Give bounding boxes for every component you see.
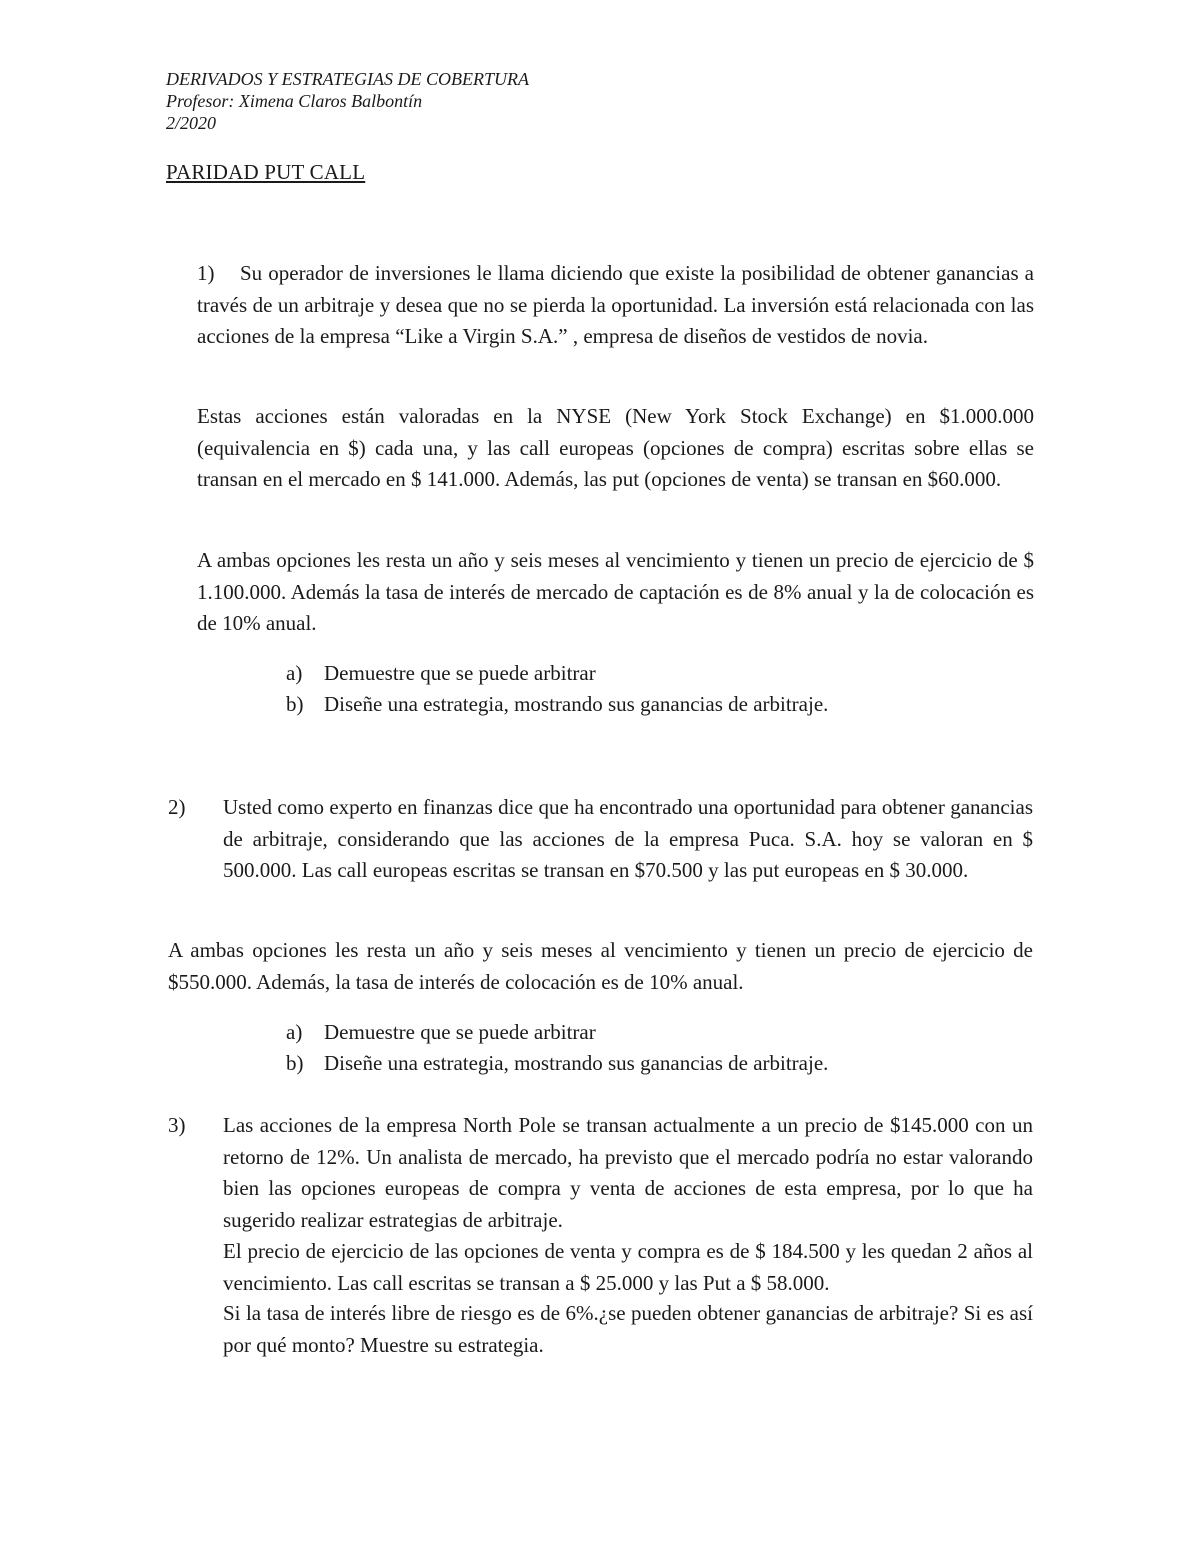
- item-text: Diseñe una estrategia, mostrando sus ganancias de arbitraje.: [324, 1051, 829, 1075]
- course-name: DERIVADOS Y ESTRATEGIAS DE COBERTURA: [166, 69, 529, 89]
- question-2-paragraph-2: A ambas opciones les resta un año y seis meses al vencimiento y tienen un precio de ejercicio de $550.000. Además, la tasa de interés de colocación es de 10% anual.: [168, 938, 1033, 994]
- question-3-paragraph-1: Las acciones de la empresa North Pole se transan actualmente a un precio de $145.000 con un retorno de 12%. Un analista de mercado, ha previsto que el mercado podría no estar valorando bien las opciones europeas de compra y venta de acciones de esta empresa, por lo que ha sugerido realizar estrategias de arbitraje.: [223, 1113, 1033, 1232]
- question-1-number: 1): [197, 261, 215, 285]
- question-3-number: 3): [168, 1113, 186, 1137]
- item-text: Diseñe una estrategia, mostrando sus ganancias de arbitraje.: [324, 692, 829, 716]
- question-3-paragraph-2: El precio de ejercicio de las opciones de venta y compra es de $ 184.500 y les quedan 2 años al vencimiento. Las call escritas se transan a $ 25.000 y las Put a $ 58.000.: [223, 1239, 1033, 1295]
- question-2-paragraph-1: Usted como experto en finanzas dice que ha encontrado una oportunidad para obtener ganancias de arbitraje, considerando que las acciones de la empresa Puca. S.A. hoy se valoran en $ 500.000. Las call europeas escritas se transan en $70.500 y las put europeas en $ 30.000.: [223, 795, 1033, 882]
- question-1-item-b: [286, 689, 828, 720]
- document-header: [166, 68, 529, 134]
- item-text: Demuestre que se puede arbitrar: [324, 1020, 596, 1044]
- professor-name: Profesor: Ximena Claros Balbontín: [166, 91, 423, 111]
- question-2-number: 2): [168, 795, 186, 819]
- question-1-item-a: [286, 658, 596, 689]
- item-letter: a): [286, 661, 303, 685]
- question-1-paragraph-1: Su operador de inversiones le llama diciendo que existe la posibilidad de obtener ganancias a través de un arbitraje y desea que no se pierda la oportunidad. La inversión está relacionada con las acciones de la empresa “Like a Virgin S.A.” , empresa de diseños de vestidos de novia.: [197, 261, 1034, 348]
- question-2-item-a: [286, 1017, 596, 1048]
- question-3-paragraph-3: Si la tasa de interés libre de riesgo es de 6%.¿se pueden obtener ganancias de arbitraje? Si es así por qué monto? Muestre su estrategia.: [223, 1301, 1033, 1357]
- term: 2/2020: [166, 113, 217, 133]
- question-1-paragraph-2: Estas acciones están valoradas en la NYSE (New York Stock Exchange) en $1.000.000 (equivalencia en $) cada una, y las call europeas (opciones de compra) escritas sobre ellas se transan en el mercado en $ 141.000. Además, las put (opciones de venta) se transan en $60.000.: [197, 404, 1034, 491]
- item-letter: a): [286, 1020, 303, 1044]
- document-title: PARIDAD PUT CALL: [166, 160, 366, 184]
- item-letter: b): [286, 1051, 304, 1075]
- question-2-item-b: [286, 1048, 828, 1079]
- question-1-paragraph-3: A ambas opciones les resta un año y seis meses al vencimiento y tienen un precio de ejercicio de $ 1.100.000. Además la tasa de interés de mercado de captación es de 8% anual y la de colocación es de 10% anual.: [197, 548, 1034, 635]
- item-text: Demuestre que se puede arbitrar: [324, 661, 596, 685]
- item-letter: b): [286, 692, 304, 716]
